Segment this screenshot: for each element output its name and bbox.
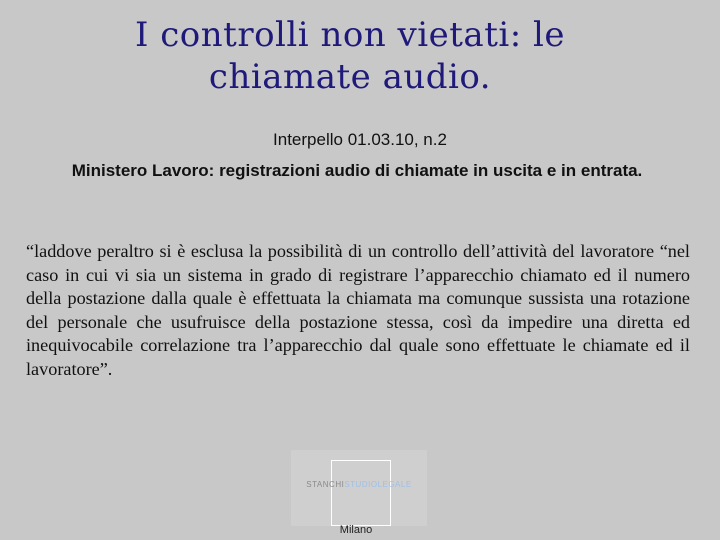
logo-text-accent: STUDIOLEGALE	[344, 480, 412, 489]
slide-title-line-2: chiamate audio.	[208, 57, 492, 97]
footer-city: Milano	[339, 524, 373, 536]
reference-line: Interpello 01.03.10, n.2	[273, 130, 447, 149]
section-heading: Ministero Lavoro: registrazioni audio di chiamate in uscita e in entrata.	[71, 161, 643, 180]
logo-text	[291, 480, 427, 489]
logo-text-primary: STANCHI	[306, 480, 345, 489]
logo-frame	[331, 460, 391, 526]
quote-paragraph: “laddove peraltro si è esclusa la possibilità di un controllo dell’attività del lavoratore “nel caso in cui vi sia un sistema in grado di registrare l’apparecchio chiamato ed il numero della postazione dalla quale è effettuata la chiamata ma comunque sussista una rotazione del personale che usufruisce della postazione stessa, così da impedire una diretta ed inequivocabile correlazione tra l’apparecchio dal quale sono effettuate le chiamate ed il lavoratore”.	[26, 241, 690, 379]
firm-logo	[291, 450, 427, 526]
slide-title	[0, 14, 700, 98]
slide-title-line-1: I controlli non vietati: le	[135, 15, 565, 55]
